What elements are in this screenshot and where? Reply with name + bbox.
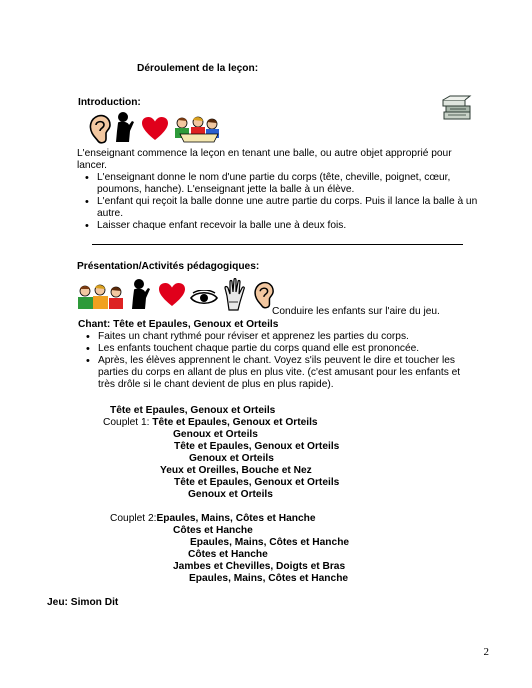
chant-heading: Chant: Tête et Epaules, Genoux et Orteils (78, 319, 279, 330)
list-item: • Les enfants touchent chaque partie du corps quand elle est prononcée. (84, 343, 478, 355)
couplet-1 (103, 417, 318, 429)
praying-person-icon (130, 278, 156, 312)
list-item: • Faites un chant rythmé pour réviser et apprenez les parties du corps. (84, 331, 478, 343)
intro-heading: Introduction: (78, 97, 141, 108)
list-item: • Après, les élèves apprennent le chant. Voyez s'ils peuvent le dire et toucher les parties du corps en allant de plus en plus vite. (c'est amusant pour les enfants et très drôle si le chant devient de plus en plus rapide). (84, 355, 478, 391)
hand-icon (223, 278, 247, 312)
song-line: Tête et Epaules, Genoux et Orteils (152, 417, 318, 428)
stacked-books-icon (440, 94, 476, 124)
presentation-icons-row (75, 277, 275, 313)
song-line: Côtes et Hanche (188, 549, 268, 560)
heart-icon (141, 116, 169, 142)
couplet-2-label: Couplet 2: (110, 513, 157, 524)
ear-icon (86, 113, 112, 145)
list-item: • Laisser chaque enfant recevoir la balle une à deux fois. (83, 220, 478, 232)
couplet-1-label: Couplet 1: (103, 417, 153, 428)
intro-bullet-list (83, 172, 478, 232)
song-title: Tête et Epaules, Genoux et Orteils (110, 405, 276, 416)
children-group-icon (75, 283, 127, 311)
intro-lead: L'enseignant commence la leçon en tenant une balle, ou autre objet approprié pour lancer. (77, 148, 452, 171)
list-item: • L'enfant qui reçoit la balle donne une autre partie du corps. Puis il lance la balle à un autre. (83, 196, 478, 220)
song-line: Jambes et Chevilles, Doigts et Bras (173, 561, 346, 572)
heart-icon (158, 282, 186, 308)
couplet-2 (110, 513, 316, 525)
song-line: Yeux et Oreilles, Bouche et Nez (160, 465, 312, 476)
song-line: Genoux et Orteils (189, 453, 274, 464)
page-number: 2 (483, 646, 489, 658)
intro-icons-row (84, 111, 224, 145)
song-line: Genoux et Orteils (188, 489, 273, 500)
song-line: Côtes et Hanche (173, 525, 253, 536)
section-divider (92, 244, 463, 245)
eye-icon (190, 290, 218, 306)
presentation-heading (77, 261, 259, 273)
presentation-heading-text: Présentation/Activités pédagogiques: (77, 261, 260, 272)
song-line: Genoux et Orteils (173, 429, 258, 440)
song-line: Tête et Epaules, Genoux et Orteils (174, 477, 340, 488)
page-title: Déroulement de la leçon: (137, 63, 259, 74)
list-item: • L'enseignant donne le nom d'une partie du corps (tête, cheville, poignet, cœur, poumons, hanche). L'enseignant jette la balle à un élève. (83, 172, 478, 196)
song-line: Epaules, Mains, Côtes et Hanche (156, 513, 316, 524)
praying-person-icon (114, 111, 140, 145)
song-line: Epaules, Mains, Côtes et Hanche (189, 573, 349, 584)
song-line: Epaules, Mains, Côtes et Hanche (190, 537, 350, 548)
children-reading-icon (172, 116, 222, 144)
song-line: Tête et Epaules, Genoux et Orteils (174, 441, 340, 452)
intro-lead-text (77, 148, 477, 172)
game-heading: Jeu: Simon Dit (47, 597, 119, 608)
presentation-bullet-list (84, 331, 478, 391)
icons-caption: Conduire les enfants sur l'aire du jeu. (272, 306, 440, 317)
